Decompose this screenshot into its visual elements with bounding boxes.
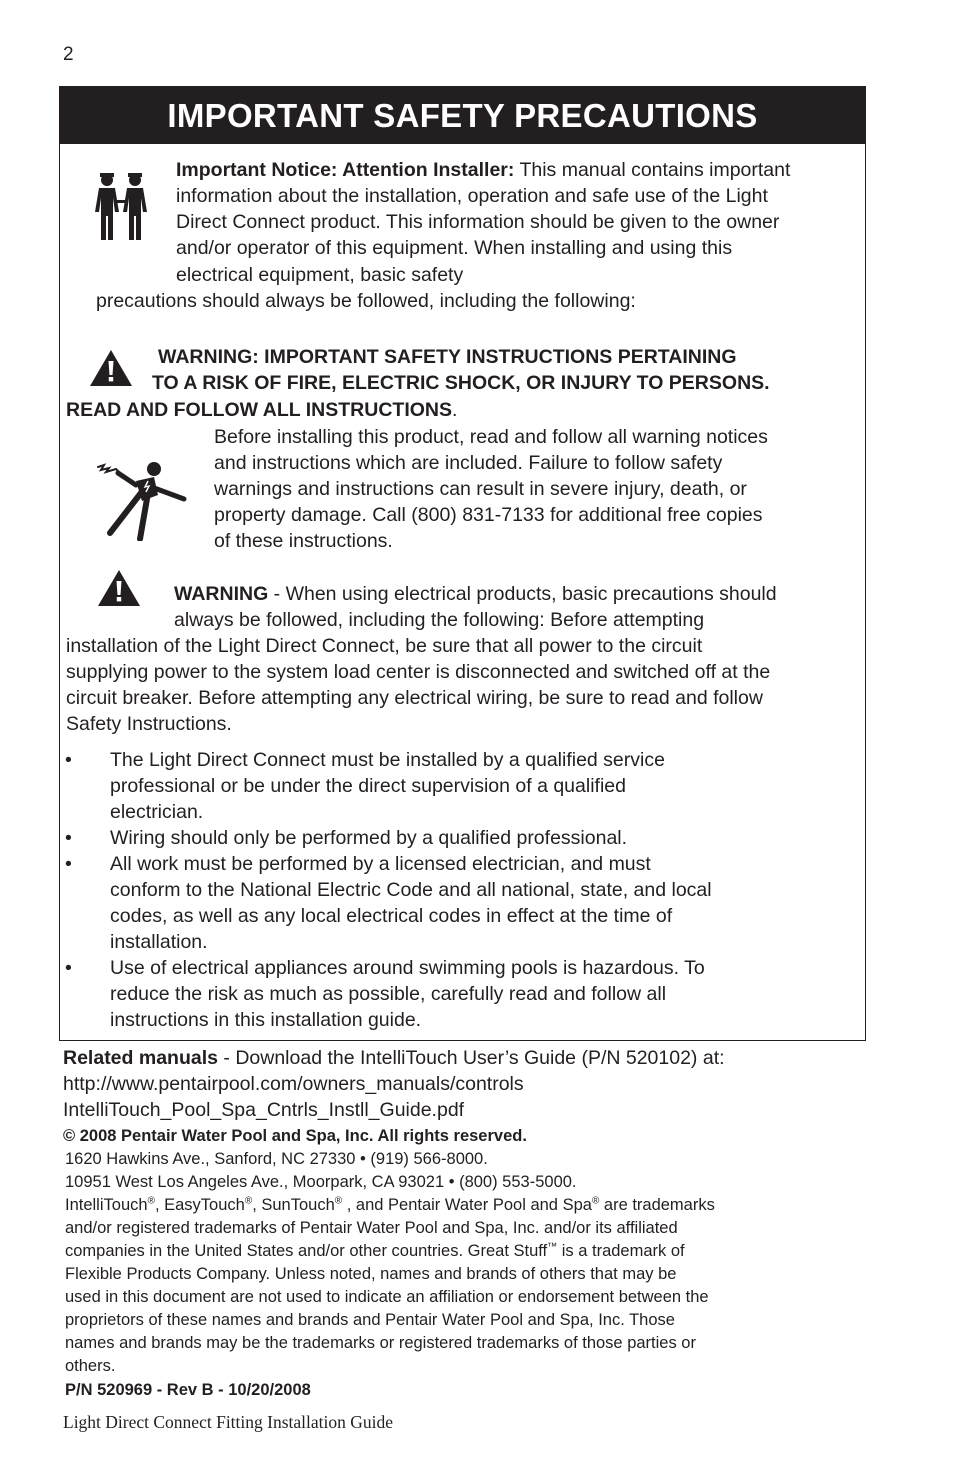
list-item: conform to the National Electric Code and all national, state, and local [110, 879, 712, 901]
notice-line-6: precautions should always be followed, including the following: [96, 290, 636, 312]
bullet-marker: • [65, 853, 72, 875]
list-item: professional or be under the direct supervision of a qualified [110, 775, 626, 797]
trademark-line-3 [65, 1240, 685, 1263]
copyright: © 2008 Pentair Water Pool and Spa, Inc. All rights reserved. [63, 1127, 527, 1145]
address-moorpark: 10951 West Los Angeles Ave., Moorpark, CA 93021 • (800) 553-5000. [65, 1173, 577, 1191]
tm-great-stuff-suffix: is a trademark of [557, 1242, 685, 1260]
warning2-text: - When using electrical products, basic precautions should [268, 583, 777, 605]
warning2-label: WARNING [174, 583, 269, 605]
shock-line-3: warnings and instructions can result in severe injury, death, or [214, 478, 747, 500]
installers-icon [94, 171, 150, 241]
list-item: reduce the risk as much as possible, carefully read and follow all [110, 983, 667, 1005]
tm-intellitouch: IntelliTouch [65, 1196, 148, 1214]
reg-mark: ® [334, 1195, 343, 1207]
notice-line-2: information about the installation, operation and safe use of the Light [176, 185, 768, 207]
related-text: - Download the IntelliTouch User’s Guide (P/N 520102) at: [217, 1047, 725, 1069]
list-item: codes, as well as any local electrical codes in effect at the time of [110, 905, 673, 927]
tm-great-stuff: companies in the United States and/or other countries. Great Stuff [65, 1242, 548, 1260]
electric-shock-icon [96, 455, 188, 541]
list-item: installation. [110, 931, 208, 953]
warning1-heading: : IMPORTANT SAFETY INSTRUCTIONS PERTAINING [252, 346, 737, 368]
address-sanford: 1620 Hawkins Ave., Sanford, NC 27330 • (919) 566-8000. [65, 1150, 488, 1168]
reg-mark: ® [147, 1195, 155, 1207]
page-title: IMPORTANT SAFETY PRECAUTIONS [60, 87, 865, 144]
notice-line-4: and/or operator of this equipment. When installing and using this [176, 237, 733, 259]
warning1-label: WARNING [158, 346, 253, 368]
shock-line-1: Before installing this product, read and follow all warning notices [214, 426, 768, 448]
trademark-line-6: proprietors of these names and brands and Pentair Water Pool and Spa, Inc. Those [65, 1311, 675, 1329]
related-label: Related manuals [63, 1047, 218, 1069]
tm-pentair: , and Pentair Water Pool and Spa [342, 1196, 592, 1214]
reg-mark: ® [244, 1195, 253, 1207]
bullet-marker: • [65, 827, 72, 849]
shock-line-2: and instructions which are included. Failure to follow safety [214, 452, 723, 474]
reg-mark: ® [591, 1195, 600, 1207]
bullet-marker: • [65, 957, 72, 979]
warning2-line-1 [174, 581, 777, 607]
part-number: P/N 520969 - Rev B - 10/20/2008 [65, 1381, 311, 1399]
trademark-line-7: names and brands may be the trademarks or registered trademarks of those parties or [65, 1334, 696, 1352]
related-url[interactable]: http://www.pentairpool.com/owners_manuals/controls [63, 1073, 524, 1095]
list-item: instructions in this installation guide. [110, 1009, 422, 1031]
shock-line-4: property damage. Call (800) 831-7133 for additional free copies [214, 504, 763, 526]
trademark-line-1 [65, 1194, 715, 1217]
warning-triangle-icon [96, 568, 142, 608]
warning-triangle-icon [88, 348, 134, 388]
warning1-line-2: TO A RISK OF FIRE, ELECTRIC SHOCK, OR INJURY TO PERSONS. [152, 372, 770, 394]
page-number: 2 [63, 44, 74, 65]
notice-line-5: electrical equipment, basic safety [176, 264, 464, 286]
trademark-line-4: Flexible Products Company. Unless noted, names and brands of others that may be [65, 1265, 677, 1283]
list-item: electrician. [110, 801, 204, 823]
warning2-line-4: supplying power to the system load center is disconnected and switched off at the [66, 661, 771, 683]
guide-title: Light Direct Connect Fitting Installation Guide [63, 1412, 394, 1432]
warning1-period: . [452, 399, 458, 421]
list-item: Use of electrical appliances around swimming pools is hazardous. To [110, 957, 705, 979]
trademark-line-5: used in this document are not used to indicate an affiliation or endorsement between the [65, 1288, 709, 1306]
related-manuals [63, 1045, 725, 1071]
warning2-line-2: always be followed, including the following: Before attempting [174, 609, 705, 631]
notice-line-1 [176, 157, 790, 183]
warning1-line-3 [66, 397, 457, 423]
warning1-line-1 [158, 344, 737, 370]
related-file[interactable]: IntelliTouch_Pool_Spa_Cntrls_Instll_Guide.pdf [63, 1099, 465, 1121]
safety-box [59, 86, 866, 1041]
warning2-line-3: installation of the Light Direct Connect, be sure that all power to the circuit [66, 635, 703, 657]
bullet-marker: • [65, 749, 72, 771]
tm-easytouch: , EasyTouch [154, 1196, 245, 1214]
trademark-line-8: others. [65, 1357, 116, 1375]
notice-text: This manual contains important [514, 159, 791, 181]
warning1-instruction: READ AND FOLLOW ALL INSTRUCTIONS [66, 399, 453, 421]
notice-line-3: Direct Connect product. This information should be given to the owner [176, 211, 780, 233]
tm-suntouch: , SunTouch [252, 1196, 335, 1214]
shock-line-5: of these instructions. [214, 530, 393, 552]
list-item: The Light Direct Connect must be installed by a qualified service [110, 749, 665, 771]
warning2-line-6: Safety Instructions. [66, 713, 232, 735]
tm-suffix: are trademarks [599, 1196, 715, 1214]
list-item: All work must be performed by a licensed electrician, and must [110, 853, 651, 875]
notice-label: Important Notice: Attention Installer: [176, 159, 515, 181]
tm-mark: ™ [547, 1241, 558, 1253]
list-item: Wiring should only be performed by a qualified professional. [110, 827, 628, 849]
warning2-line-5: circuit breaker. Before attempting any electrical wiring, be sure to read and follow [66, 687, 763, 709]
trademark-line-2: and/or registered trademarks of Pentair Water Pool and Spa, Inc. and/or its affiliated [65, 1219, 678, 1237]
